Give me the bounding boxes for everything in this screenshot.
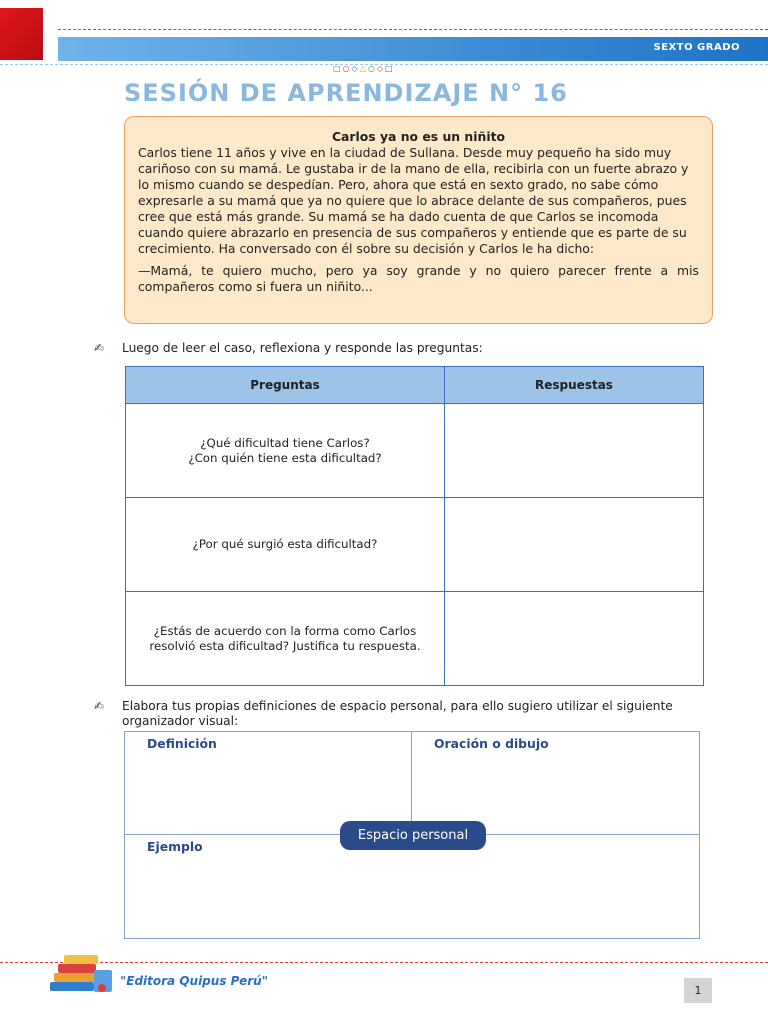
- instruction-2: [94, 699, 682, 729]
- page-title: SESIÓN DE APRENDIZAJE N° 16: [124, 79, 568, 107]
- header-questions: Preguntas: [126, 367, 445, 404]
- square-icon: □: [333, 64, 343, 73]
- answer-cell[interactable]: [445, 498, 704, 592]
- answer-cell[interactable]: [445, 404, 704, 498]
- question-cell: [126, 592, 445, 686]
- story-body: Carlos tiene 11 años y vive en la ciudad de Sullana. Desde muy pequeño ha sido muy cariñoso con su mamá. Le gustaba ir de la mano de ella, recibirla con un fuerte abrazo y lo mismo cuando se despedían. Pero, ahora que está en sexto grado, no sabe cómo expresarle a su mamá que ya no quiere que lo abrace delante de sus compañeros, pues cree que está más grande. Su mamá se ha dado cuenta de que Carlos se incomoda cuando quiere abrazarlo en presencia de sus compañeros y entiende que es parte de su crecimiento. Ha conversado con él sobre su decisión y Carlos le ha dicho:: [138, 145, 689, 256]
- circle-icon: ○: [367, 64, 377, 73]
- question-line: ¿Estás de acuerdo con la forma como Carlos resolvió esta dificultad? Justifica tu respuesta.: [149, 623, 421, 653]
- question-line: ¿Por qué surgió esta dificultad?: [192, 537, 378, 551]
- story-heading: Carlos ya no es un niñito: [331, 129, 506, 144]
- table-row: [126, 592, 704, 686]
- question-cell: [126, 498, 445, 592]
- instruction-2-text: Elabora tus propias definiciones de espacio personal, para ello sugiero utilizar el siguiente organizador visual:: [122, 699, 673, 728]
- table-row: [126, 498, 704, 592]
- header-answers: Respuestas: [445, 367, 704, 404]
- sentence-area[interactable]: [413, 756, 698, 832]
- instruction-1-text: Luego de leer el caso, reflexiona y responde las preguntas:: [122, 341, 483, 355]
- definition-area[interactable]: [125, 756, 410, 832]
- pencil-icon: ✍: [94, 341, 105, 355]
- page-number: 1: [684, 978, 712, 1003]
- question-cell: [126, 404, 445, 498]
- triangle-icon: △: [359, 64, 368, 73]
- red-corner-decoration: [0, 8, 43, 60]
- grade-label: SEXTO GRADO: [653, 42, 740, 53]
- story-box: [124, 116, 713, 324]
- top-dashed-line: [58, 29, 768, 30]
- table-row: [126, 404, 704, 498]
- definition-label: Definición: [147, 736, 217, 751]
- organizer-divider-vertical: [411, 731, 412, 835]
- diamond-icon: ◇: [351, 64, 360, 73]
- example-area[interactable]: [125, 858, 698, 936]
- publisher-name: "Editora Quipus Perú": [120, 974, 268, 988]
- personal-space-pill: Espacio personal: [340, 821, 486, 850]
- question-line: ¿Qué dificultad tiene Carlos?: [200, 435, 370, 450]
- table-header-row: [126, 367, 704, 404]
- instruction-1: [94, 341, 712, 356]
- answer-cell[interactable]: [445, 592, 704, 686]
- books-icon: [46, 950, 116, 1000]
- question-line: ¿Con quién tiene esta dificultad?: [188, 450, 382, 465]
- diamond-icon: ◇: [376, 64, 385, 73]
- pencil-icon: ✍: [94, 699, 105, 713]
- square-icon: □: [385, 64, 395, 73]
- example-label: Ejemplo: [147, 839, 203, 854]
- shapes-decoration: [333, 64, 395, 73]
- sentence-label: Oración o dibujo: [434, 736, 549, 751]
- questions-table: [125, 366, 704, 686]
- circle-icon: ○: [342, 64, 352, 73]
- story-quote: —Mamá, te quiero mucho, pero ya soy grande y no quiero parecer frente a mis compañeros como si fuera un niñito...: [138, 263, 699, 294]
